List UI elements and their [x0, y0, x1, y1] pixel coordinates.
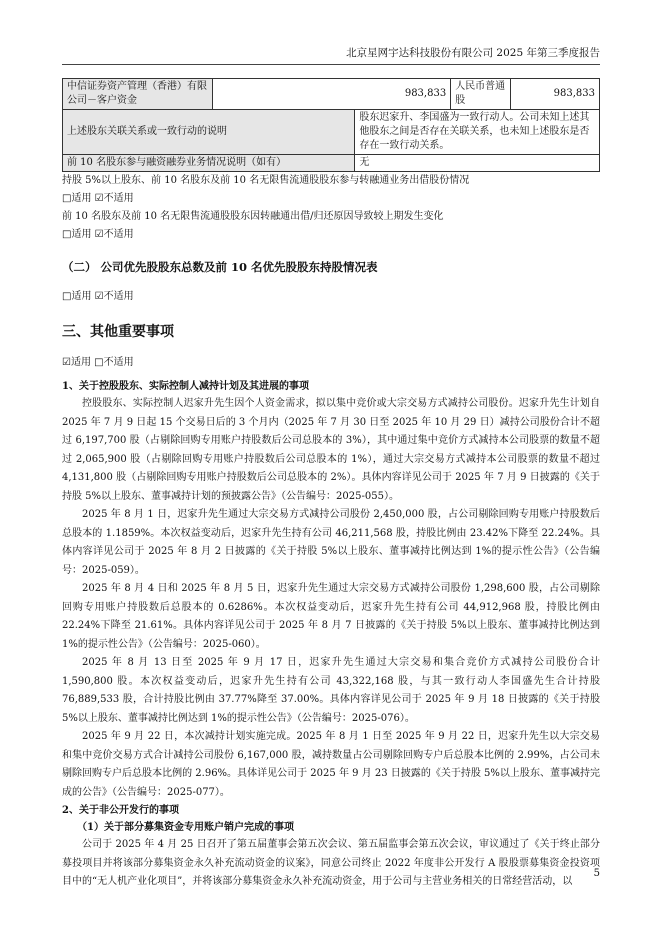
paragraph: 公司于 2025 年 4 月 25 日召开了第五届董事会第五次会议、第五届监事会第五次会议，审议通过了《关于终止部分募投项目并将该部分募集资金永久补充流动资金的议案》，同意公司终止 2022 年度非公开发行 A 股股票募集资金投资项目中的“无人机产业化项目”，并将该部分募集资金永久补充流动资金，用于公司与主营业务相关的日常经营活动，以	[62, 839, 600, 887]
section-three-options: ☑适用 □不适用	[62, 357, 134, 368]
table-row	[63, 79, 600, 110]
section-three-heading: 三、其他重要事项	[62, 324, 174, 340]
lending-options: □适用 ☑不适用	[62, 193, 134, 204]
share-type-cell: 人民币普通股	[451, 79, 511, 110]
lending-question: 持股 5%以上股东、前 10 名股东及前 10 名无限售流通股股东参与转融通业务出借股份情况	[62, 175, 470, 186]
margin-value-cell: 无	[355, 155, 600, 172]
margin-label-cell: 前 10 名股东参与融资融券业务情况说明（如有）	[63, 155, 355, 172]
preferred-options: □适用 ☑不适用	[62, 291, 134, 302]
header-title: 北京星网宇达科技股份有限公司 2025 年第三季度报告	[346, 47, 600, 59]
paragraph: 2025 年 8 月 4 日和 2025 年 8 月 5 日，迟家升先生通过大宗交易方式减持公司股份 1,298,600 股，占公司剔除回购专用账户持股数后总股本的 0.6286%。本次权益变动后，迟家升先生持有公司 44,912,968 股，持股比例由 22.24%下降至 21.61%。具体内容详见公司于 2025 年 8 月 7 日披露的《关于持股 5%以上股东、董事减持比例达到 1%的提示性公告》（公告编号：2025-060）。	[62, 583, 600, 650]
change-options: □适用 ☑不适用	[62, 229, 134, 240]
item2-subtitle: （1）关于部分募集资金专用账户销户完成的事项	[77, 822, 294, 833]
page-number: 5	[593, 868, 600, 879]
holder-name-cell: 中信证券资产管理（香港）有限公司－客户资金	[63, 79, 213, 110]
paragraph: 2025 年 8 月 13 日至 2025 年 9 月 17 日，迟家升先生通过大宗交易和集合竞价方式减持公司股份合计 1,590,800 股。本次权益变动后，迟家升先生持有公司 43,322,168 股，与其一致行动人李国盛先生合计持股 76,889,533 股，合计持股比例由 37.77%降至 37.00%。具体内容详见公司于 2025 年 9 月 18 日披露的《关于持股 5%以上股东、董事减持比例达到 1%的提示性公告》（公告编号：2025-076）。	[62, 657, 600, 724]
relation-label-cell: 上述股东关联关系或一致行动的说明	[63, 110, 355, 155]
table-row	[63, 110, 600, 155]
share-amount-cell: 983,833	[511, 79, 600, 110]
paragraph: 2025 年 9 月 22 日，本次减持计划实施完成。2025 年 8 月 1 日至 2025 年 9 月 22 日，迟家升先生以大宗交易和集中竞价交易方式合计减持公司股份 6,167,000 股，减持数量占公司剔除回购专户后总股本比例的 2.99%，占公司未剔除回购专户后总股本比例的 2.96%。具体详见公司于 2025 年 9 月 23 日披露的《关于持股 5%以上股东、董事减持完成的公告》（公告编号：2025-077）。	[62, 731, 600, 798]
page-header	[62, 44, 600, 65]
paragraph: 控股股东、实际控制人迟家升先生因个人资金需求，拟以集中竞价或大宗交易方式减持公司股份。迟家升先生计划自 2025 年 7 月 9 日起 15 个交易日后的 3 个月内（2025 年 7 月 30 日至 2025 年 10 月 29 日）减持公司股份合计不超过 6,197,700 股（占剔除回购专用账户持股数后公司总股本的 3%），其中通过集中竞价方式减持本公司股票的数量不超过 2,065,900 股（占剔除回购专用账户持股数后公司总股本的 1%），通过大宗交易方式减持本公司股票的数量不超过 4,131,800 股（占剔除回购专用账户持股数后公司总股本的 2%）。具体内容详见公司于 2025 年 7 月 9 日披露的《关于持股 5%以上股东、董事减持计划的预披露公告》（公告编号：2025-055）。	[62, 398, 600, 502]
change-question: 前 10 名股东及前 10 名无限售流通股股东因转融通出借/归还原因导致较上期发生变化	[62, 211, 444, 222]
shares-cell: 983,833	[212, 79, 451, 110]
page-content	[62, 78, 600, 892]
shareholder-table	[62, 78, 600, 172]
preferred-heading: （二） 公司优先股股东总数及前 10 名优先股股东持股情况表	[62, 260, 378, 274]
table-row	[63, 155, 600, 172]
item1-title: 1、关于控股股东、实际控制人减持计划及其进展的事项	[62, 381, 309, 392]
item2-title: 2、关于非公开发行的事项	[62, 805, 179, 816]
paragraph: 2025 年 8 月 1 日，迟家升先生通过大宗交易方式减持公司股份 2,450,000 股，占公司剔除回购专用账户持股数后总股本的 1.1859%。本次权益变动后，迟家升先生持有公司 46,211,568 股，持股比例由 23.42%下降至 22.24%。具体内容详见公司于 2025 年 8 月 2 日披露的《关于持股 5%以上股东、董事减持比例达到 1%的提示性公告》（公告编号：2025-059）。	[62, 509, 600, 576]
relation-value-cell: 股东迟家升、李国盛为一致行动人。公司未知上述其他股东之间是否存在关联关系，也未知上述股东是否存在一致行动关系。	[355, 110, 600, 155]
